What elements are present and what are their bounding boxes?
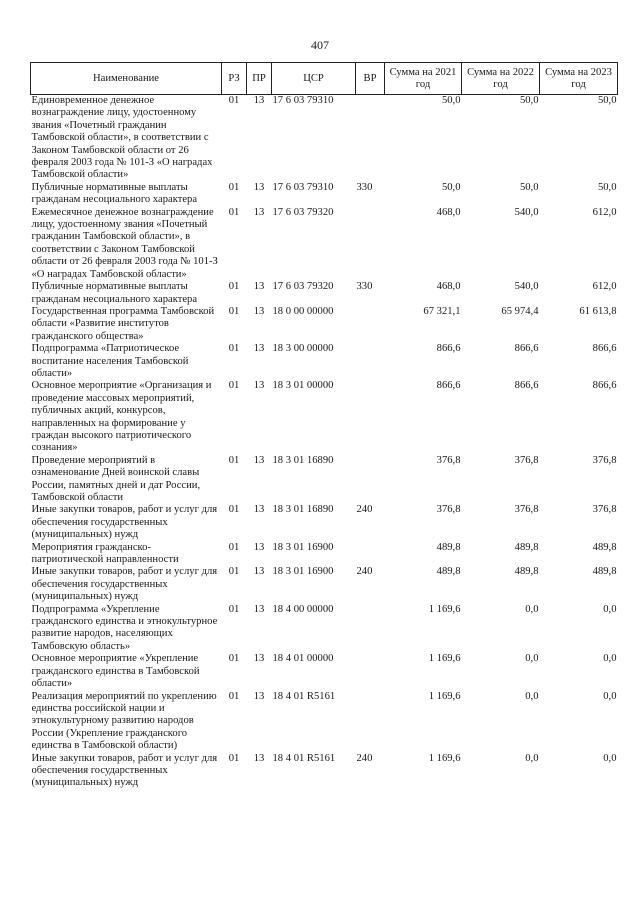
- row-pr: 13: [253, 206, 265, 218]
- col-header-vr: ВР: [356, 63, 385, 95]
- row-sum-2023: 0,0: [603, 653, 617, 665]
- row-rz: 01: [228, 690, 240, 702]
- row-sum-2022: 50,0: [519, 95, 539, 106]
- col-header-sum-2023: Сумма на 2023 год: [540, 63, 618, 95]
- table-row: [31, 281, 618, 306]
- row-sum-2023: 376,8: [592, 504, 617, 516]
- row-sum-2023: 50,0: [597, 95, 617, 106]
- row-sum-2021: 1 169,6: [428, 653, 461, 665]
- table-row: [31, 604, 618, 654]
- row-sum-2022: 65 974,4: [501, 305, 539, 317]
- row-sum-2022: 489,8: [514, 566, 539, 578]
- page-number: 407: [311, 38, 329, 52]
- row-name: Единовременное денежное вознаграждение лицу, удостоенному звания «Почетный гражданин Тамбовской области», в соответствии с Законом Тамбовской области от 26 февраля 2003 года № 101-З «О наградах Тамбовской области»: [31, 95, 213, 181]
- row-sum-2021: 468,0: [436, 206, 461, 218]
- row-sum-2023: 0,0: [603, 690, 617, 702]
- row-sum-2022: 540,0: [514, 281, 539, 293]
- row-pr: 13: [253, 181, 265, 193]
- col-header-name: Наименование: [31, 63, 222, 95]
- row-sum-2023: 0,0: [603, 752, 617, 764]
- row-sum-2023: 376,8: [592, 454, 617, 466]
- row-name: Публичные нормативные выплаты гражданам несоциального характера: [31, 281, 198, 305]
- row-rz: 01: [228, 504, 240, 516]
- row-vr: [356, 306, 385, 343]
- row-name: Основное мероприятие «Организация и проведение массовых мероприятий, публичных акций, конкурсов, направленных на формирование у граждан высокого патриотического сознания»: [31, 380, 212, 454]
- row-csr: 17 6 03 79320: [272, 281, 334, 293]
- row-sum-2021: 50,0: [441, 95, 461, 106]
- row-sum-2021: 489,8: [436, 541, 461, 553]
- row-sum-2021: 67 321,1: [423, 305, 461, 317]
- row-sum-2022: 489,8: [514, 541, 539, 553]
- row-vr: [356, 343, 385, 380]
- table-row: [31, 504, 618, 541]
- row-pr: 13: [253, 504, 265, 516]
- row-csr: 18 4 01 00000: [272, 653, 334, 665]
- row-sum-2022: 0,0: [525, 690, 539, 702]
- row-pr: 13: [253, 95, 265, 106]
- row-name: Проведение мероприятий в ознаменование Дней воинской славы России, памятных дней и дат России, Тамбовской области: [31, 454, 201, 503]
- row-sum-2023: 612,0: [592, 206, 617, 218]
- row-rz: 01: [228, 752, 240, 764]
- row-pr: 13: [253, 343, 265, 355]
- row-sum-2021: 866,6: [436, 343, 461, 355]
- row-sum-2021: 1 169,6: [428, 752, 461, 764]
- col-header-sum-2021: Сумма на 2021 год: [385, 63, 462, 95]
- row-sum-2022: 376,8: [514, 454, 539, 466]
- row-vr: [356, 604, 385, 654]
- row-name: Подпрограмма «Патриотическое воспитание населения Тамбовской области»: [31, 343, 189, 379]
- row-rz: 01: [228, 541, 240, 553]
- row-sum-2022: 866,6: [514, 380, 539, 392]
- row-sum-2021: 866,6: [436, 380, 461, 392]
- col-header-csr: ЦСР: [272, 63, 356, 95]
- row-sum-2021: 489,8: [436, 566, 461, 578]
- row-sum-2023: 50,0: [597, 181, 617, 193]
- row-sum-2022: 0,0: [525, 603, 539, 615]
- row-sum-2021: 1 169,6: [428, 690, 461, 702]
- row-pr: 13: [253, 281, 265, 293]
- row-sum-2022: 0,0: [525, 752, 539, 764]
- row-name: Иные закупки товаров, работ и услуг для обеспечения государственных (муниципальных) нужд: [31, 752, 218, 789]
- row-csr: 18 4 01 R5161: [272, 752, 336, 764]
- row-vr: [356, 653, 385, 690]
- col-header-rz: РЗ: [222, 63, 247, 95]
- row-csr: 17 6 03 79310: [272, 181, 334, 193]
- table-row: [31, 207, 618, 281]
- row-sum-2022: 376,8: [514, 504, 539, 516]
- row-sum-2023: 61 613,8: [579, 305, 617, 317]
- row-vr: [356, 455, 385, 505]
- table-row: [31, 455, 618, 505]
- row-pr: 13: [253, 566, 265, 578]
- row-pr: 13: [253, 454, 265, 466]
- row-csr: 18 3 01 16900: [272, 566, 334, 578]
- row-rz: 01: [228, 653, 240, 665]
- col-header-sum-2022: Сумма на 2022 год: [462, 63, 540, 95]
- row-name: Мероприятия гражданско-патриотической направленности: [31, 541, 179, 566]
- row-name: Иные закупки товаров, работ и услуг для обеспечения государственных (муниципальных) нужд: [31, 504, 218, 541]
- row-sum-2023: 866,6: [592, 343, 617, 355]
- table-body: [31, 95, 618, 790]
- table-row: [31, 566, 618, 603]
- row-sum-2021: 376,8: [436, 454, 461, 466]
- table-row: [31, 542, 618, 567]
- row-pr: 13: [253, 380, 265, 392]
- row-sum-2023: 866,6: [592, 380, 617, 392]
- row-sum-2022: 50,0: [519, 181, 539, 193]
- row-csr: 18 3 00 00000: [272, 343, 334, 355]
- row-csr: 18 3 01 16900: [272, 541, 334, 553]
- row-pr: 13: [253, 541, 265, 553]
- table-row: [31, 691, 618, 753]
- table-row: [31, 306, 618, 343]
- row-csr: 17 6 03 79310: [272, 95, 334, 106]
- row-csr: 18 0 00 00000: [272, 305, 334, 317]
- budget-table: [30, 62, 618, 790]
- table-row: [31, 95, 618, 182]
- row-sum-2022: 540,0: [514, 206, 539, 218]
- col-header-pr: ПР: [247, 63, 272, 95]
- row-name: Реализация мероприятий по укреплению единства российской нации и этнокультурному развитию народов России (Укрепление гражданского единства в Тамбовской области): [31, 690, 217, 752]
- row-vr: 240: [356, 566, 373, 578]
- table-row: [31, 343, 618, 380]
- row-name: Публичные нормативные выплаты гражданам несоциального характера: [31, 181, 198, 206]
- row-csr: 18 3 01 16890: [272, 454, 334, 466]
- row-vr: [356, 207, 385, 281]
- table-row: [31, 182, 618, 207]
- row-name: Подпрограмма «Укрепление гражданского единства и этнокультурное развитие народов, населяющих Тамбовскую область»: [31, 603, 218, 652]
- row-sum-2023: 489,8: [592, 566, 617, 578]
- row-rz: 01: [228, 566, 240, 578]
- row-rz: 01: [228, 343, 240, 355]
- row-vr: [356, 542, 385, 567]
- row-sum-2022: 866,6: [514, 343, 539, 355]
- row-vr: [356, 691, 385, 753]
- row-vr: 240: [356, 504, 373, 516]
- row-vr: 240: [356, 752, 373, 764]
- row-csr: 18 3 01 00000: [272, 380, 334, 392]
- row-rz: 01: [228, 95, 240, 106]
- table-row: [31, 653, 618, 690]
- row-pr: 13: [253, 603, 265, 615]
- row-vr: 330: [356, 281, 373, 293]
- row-pr: 13: [253, 690, 265, 702]
- row-name: Иные закупки товаров, работ и услуг для обеспечения государственных (муниципальных) нужд: [31, 566, 218, 603]
- row-rz: 01: [228, 206, 240, 218]
- row-vr: 330: [356, 181, 373, 193]
- row-csr: 18 3 01 16890: [272, 504, 334, 516]
- row-sum-2022: 0,0: [525, 653, 539, 665]
- row-name: Основное мероприятие «Укрепление гражданского единства в Тамбовской области»: [31, 653, 200, 690]
- row-vr: [356, 380, 385, 454]
- row-rz: 01: [228, 454, 240, 466]
- row-sum-2021: 1 169,6: [428, 603, 461, 615]
- row-sum-2021: 468,0: [436, 281, 461, 293]
- row-sum-2023: 489,8: [592, 541, 617, 553]
- row-csr: 18 4 00 00000: [272, 603, 334, 615]
- row-pr: 13: [253, 653, 265, 665]
- row-rz: 01: [228, 380, 240, 392]
- row-vr: [356, 95, 385, 182]
- row-name: Ежемесячное денежное вознаграждение лицу, удостоенному звания «Почетный гражданин Тамбовской области», в соответствии с Законом Тамбовской области от 26 февраля 2003 года № 101-З «О наградах Тамбовской области»: [31, 206, 218, 280]
- row-name: Государственная программа Тамбовской области «Развитие институтов гражданского общества»: [31, 305, 215, 342]
- table-header-row: [31, 63, 618, 95]
- row-sum-2021: 50,0: [441, 181, 461, 193]
- row-rz: 01: [228, 305, 240, 317]
- row-sum-2023: 612,0: [592, 281, 617, 293]
- row-rz: 01: [228, 181, 240, 193]
- row-pr: 13: [253, 752, 265, 764]
- table-row: [31, 380, 618, 454]
- row-csr: 18 4 01 R5161: [272, 690, 336, 702]
- row-rz: 01: [228, 281, 240, 293]
- row-sum-2021: 376,8: [436, 504, 461, 516]
- row-rz: 01: [228, 603, 240, 615]
- row-csr: 17 6 03 79320: [272, 206, 334, 218]
- table-row: [31, 753, 618, 790]
- row-sum-2023: 0,0: [603, 603, 617, 615]
- row-pr: 13: [253, 305, 265, 317]
